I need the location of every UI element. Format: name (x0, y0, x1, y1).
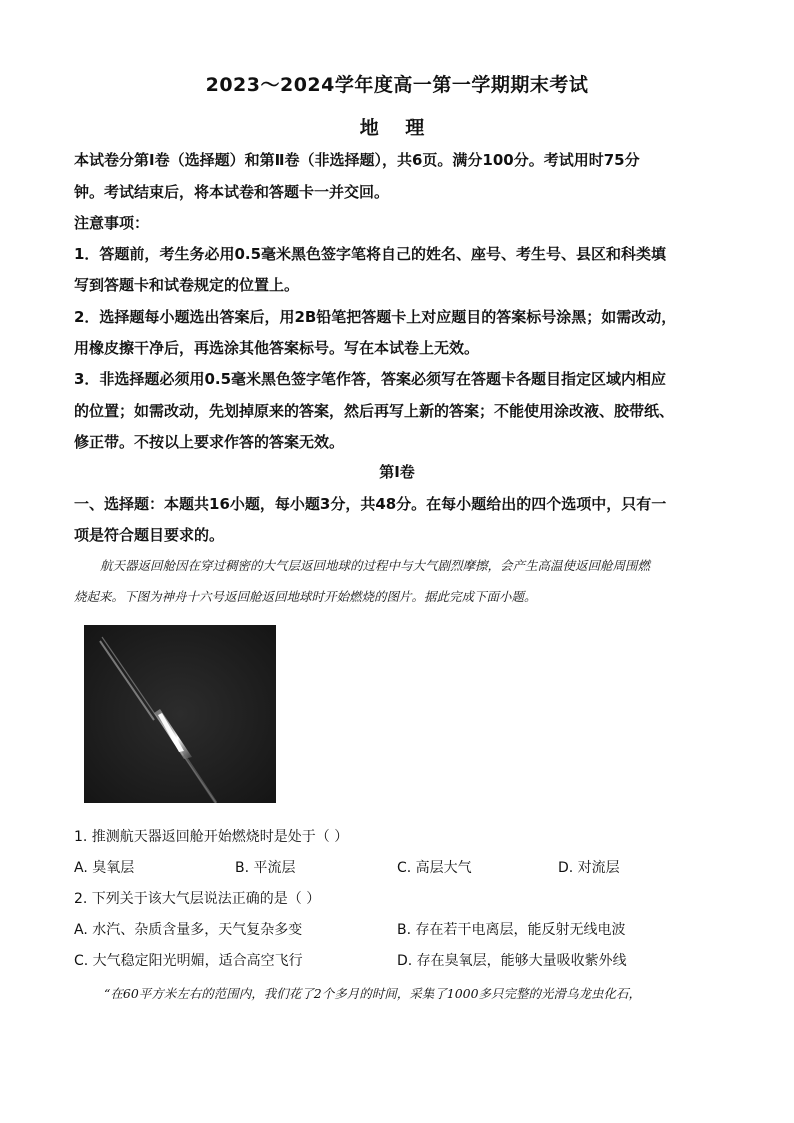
question-2-stem: 2. 下列关于该大气层说法正确的是（ ） (74, 891, 321, 907)
question-1-option-d[interactable]: D. 对流层 (558, 860, 620, 876)
intro-line-2: 钟。考试结束后，将本试卷和答题卡一并交回。 (74, 183, 390, 201)
question-2-option-a[interactable]: A. 水汽、杂质含量多，天气复杂多变 (74, 922, 303, 938)
note-line-7: 修正带。不按以上要求作答的答案无效。 (74, 433, 345, 451)
subject-title: 地 理 (359, 117, 435, 139)
passage-1-line-2: 烧起来。下图为神舟十六号返回舱返回地球时开始燃烧的图片。据此完成下面小题。 (74, 589, 537, 604)
burning-streak-image (84, 625, 276, 803)
section-instruction-2: 项是符合题目要求的。 (74, 526, 225, 544)
note-line-1: 1．答题前，考生务必用0.5毫米黑色签字笔将自己的姓名、座号、考生号、县区和科类填 (74, 245, 667, 263)
note-line-5: 3．非选择题必须用0.5毫米黑色签字笔作答，答案必须写在答题卡各题目指定区域内相应 (74, 370, 667, 388)
question-1-option-c[interactable]: C. 高层大气 (397, 860, 472, 876)
question-1-option-a[interactable]: A. 臭氧层 (74, 860, 135, 876)
note-line-4: 用橡皮擦干净后，再选涂其他答案标号。写在本试卷上无效。 (74, 339, 480, 357)
note-line-2: 写到答题卡和试卷规定的位置上。 (74, 276, 300, 294)
section-instruction-1: 一、选择题：本题共16小题，每小题3分，共48分。在每小题给出的四个选项中，只有一 (74, 495, 667, 513)
notes-heading: 注意事项： (74, 214, 150, 232)
question-2-option-d[interactable]: D. 存在臭氧层，能够大量吸收紫外线 (397, 953, 627, 969)
question-2-option-c[interactable]: C. 大气稳定阳光明媚，适合高空飞行 (74, 953, 303, 969)
passage-1-line-1: 航天器返回舱因在穿过稠密的大气层返回地球的过程中与大气剧烈摩擦，会产生高温使返回舱周围燃 (100, 558, 651, 573)
note-line-6: 的位置；如需改动，先划掉原来的答案，然后再写上新的答案；不能使用涂改液、胶带纸、 (74, 402, 675, 420)
passage-2-line-1: “在60平方米左右的范围内，我们花了2个多月的时间，采集了1000多只完整的光滑乌龙虫化石， (104, 986, 642, 1001)
note-line-3: 2．选择题每小题选出答案后，用2B铅笔把答题卡上对应题目的答案标号涂黑；如需改动， (74, 308, 677, 326)
question-1-stem: 1. 推测航天器返回舱开始燃烧时是处于（ ） (74, 829, 349, 845)
question-2-option-b[interactable]: B. 存在若干电离层，能反射无线电波 (397, 922, 626, 938)
intro-line-1: 本试卷分第Ⅰ卷（选择题）和第Ⅱ卷（非选择题），共6页。满分100分。考试用时75分 (74, 151, 640, 169)
volume-heading: 第Ⅰ卷 (379, 463, 415, 481)
reentry-capsule-photo (84, 625, 276, 803)
question-1-option-b[interactable]: B. 平流层 (235, 860, 296, 876)
exam-title: 2023～2024学年度高一第一学期期末考试 (205, 74, 589, 96)
